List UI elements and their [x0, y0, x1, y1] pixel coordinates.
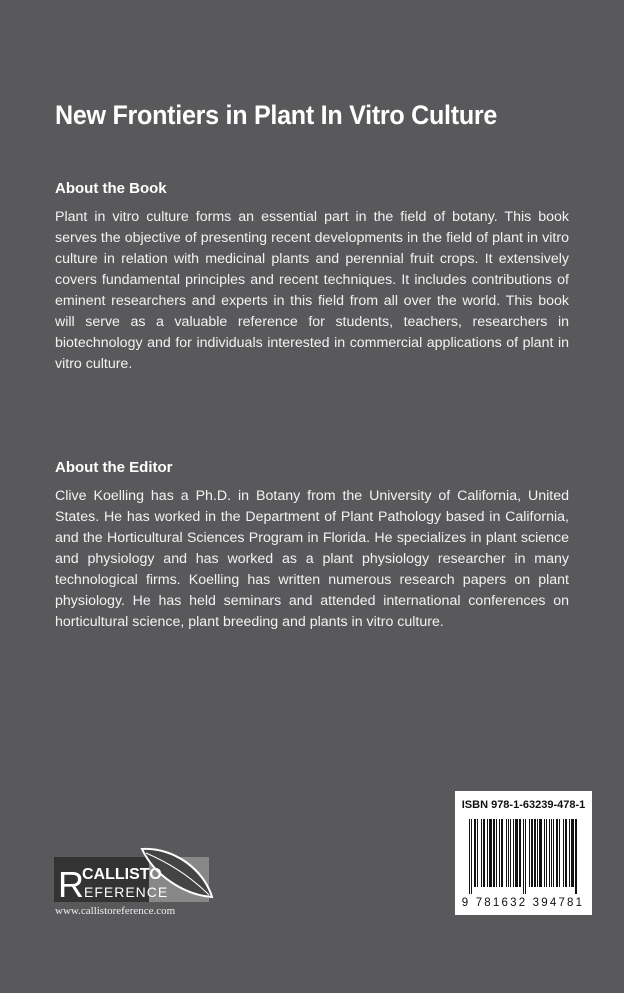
barcode-bar — [565, 819, 567, 887]
barcode-bar — [519, 819, 521, 887]
barcode-bar — [499, 819, 500, 887]
barcode-bar — [523, 819, 524, 894]
barcode-bar — [483, 819, 485, 887]
svg-text:R: R — [58, 864, 84, 905]
about-book-heading: About the Book — [55, 180, 167, 197]
barcode-bar — [513, 819, 514, 887]
barcode-bar — [508, 819, 509, 887]
barcode-bar — [474, 819, 476, 887]
book-title: New Frontiers in Plant In Vitro Culture — [55, 100, 498, 130]
barcode-bar — [525, 819, 526, 894]
barcode-bar — [531, 819, 533, 887]
barcode-bar — [506, 819, 507, 887]
barcode-bar — [481, 819, 482, 887]
barcode-bar — [510, 819, 511, 887]
barcode-bars — [469, 819, 579, 894]
about-book-text: Plant in vitro culture forms an essential part in the field of botany. This book serves the objective of presenting recent developments in the field of plant in vitro culture in relation with medicinal plants and perennial fruit crops. It extensively covers fundamental principles and recent techniques. It includes contributions of eminent researchers and experts in this field from all over the world. This book will serve as a valuable reference for students, teachers, researchers in biotechnology and for individuals interested in commercial applications of plant in vitro culture. — [55, 209, 569, 372]
barcode-bar — [496, 819, 497, 887]
barcode-bar — [563, 819, 564, 887]
barcode-digits: 9 781632 394781 — [461, 897, 585, 909]
svg-text:EFERENCE: EFERENCE — [84, 884, 169, 900]
barcode-bar — [549, 819, 550, 887]
barcode-bar — [559, 819, 560, 887]
barcode-bar — [553, 819, 554, 887]
barcode-bar — [544, 819, 545, 887]
publisher-url: www.callistoreference.com — [55, 905, 176, 917]
barcode-bar — [571, 819, 574, 887]
barcode-bar — [477, 819, 478, 887]
publisher-logo — [54, 845, 214, 905]
barcode-bar — [471, 819, 472, 894]
barcode-bar — [534, 819, 536, 887]
barcode-bar — [537, 819, 538, 887]
svg-text:CALLISTO: CALLISTO — [82, 866, 162, 883]
barcode-bar — [501, 819, 503, 887]
barcode-bar — [569, 819, 570, 887]
barcode-bar — [493, 819, 495, 887]
barcode-bar — [515, 819, 518, 887]
about-editor-heading: About the Editor — [55, 459, 173, 476]
barcode — [455, 791, 592, 915]
barcode-bar — [469, 819, 470, 894]
barcode-bar — [556, 819, 558, 887]
barcode-bar — [546, 819, 547, 887]
barcode-bar — [489, 819, 492, 887]
barcode-bar — [551, 819, 552, 887]
about-editor-text: Clive Koelling has a Ph.D. in Botany from the University of California, United States. He has worked in the Department of Plant Pathology based in California, and the Horticultural Sciences Program in Florida. He specializes in plant science and physiology and has worked as a plant physiology researcher in many technological firms. Koelling has written numerous research papers on plant physiology. He has held seminars and attended international conferences on horticultural science, plant breeding and plants in vitro culture. — [55, 488, 569, 630]
barcode-bar — [529, 819, 530, 887]
isbn-label: ISBN 978-1-63239-478-1 — [461, 799, 586, 811]
barcode-bar — [575, 819, 577, 894]
barcode-bar — [487, 819, 488, 887]
barcode-bar — [539, 819, 542, 887]
